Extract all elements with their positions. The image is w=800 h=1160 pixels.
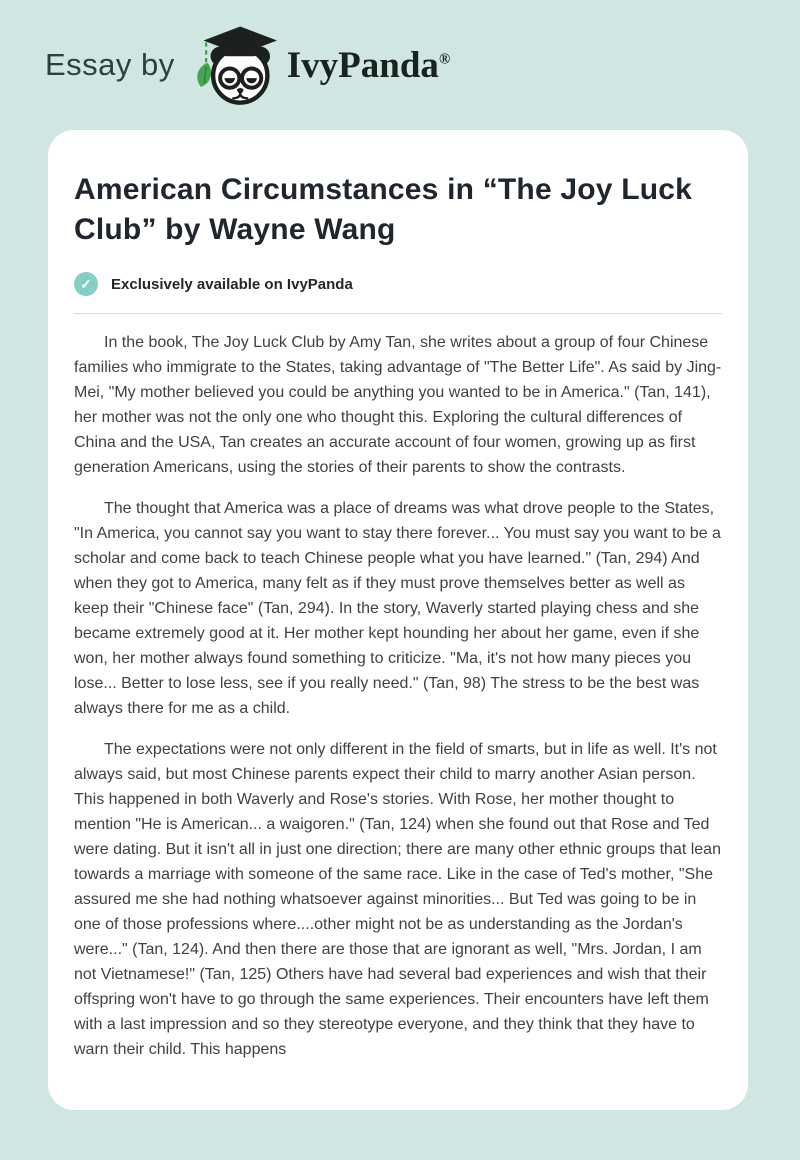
- registered-mark: ®: [438, 51, 451, 68]
- check-icon: ✓: [74, 272, 98, 296]
- divider: [74, 313, 722, 314]
- availability-badge: [74, 272, 722, 296]
- essay-title: American Circumstances in “The Joy Luck Club” by Wayne Wang: [74, 173, 693, 246]
- availability-label: Exclusively available on IvyPanda: [111, 275, 353, 293]
- header: [0, 0, 800, 130]
- essay-paragraph-1: In the book, The Joy Luck Club by Amy Tan, she writes about a group of four Chinese families who immigrate to the States, taking advantage of "The Better Life". As said by Jing-Mei, "My mother believed you could be anything you wanted to be in America." (Tan, 141), her mother was not the only one who thought this. Exploring the cultural differences of China and the USA, Tan creates an accurate account of four women, growing up as first generation Americans, using the stories of their parents to show the contrasts.: [74, 334, 722, 476]
- essay-paragraph-2: The thought that America was a place of dreams was what drove people to the States, "In America, you cannot say you want to stay there forever... You must say you want to be a scholar and come back to teach Chinese people what you have learned." (Tan, 294) And when they got to America, many felt as if they must prove themselves better as well as keep their "Chinese face" (Tan, 294). In the story, Waverly started playing chess and she became extremely good at it. Her mother kept hounding her about her game, even if she won, her mother always found something to criticize. "Ma, it's not how many pieces you lose... Better to lose less, see if you really need." (Tan, 98) The stress to be the best was always there for me as a child.: [74, 500, 721, 717]
- ivypanda-logo: [191, 23, 450, 107]
- header-prefix: Essay by: [45, 47, 175, 82]
- brand-name: [286, 44, 451, 86]
- essay-paragraph-3: The expectations were not only different in the field of smarts, but in life as well. It's not always said, but most Chinese parents expect their child to marry another Asian person. This happened in both Waverly and Rose's stories. With Rose, her mother thought to mention "He is American... a waigoren." (Tan, 124) when she found out that Rose and Ted were dating. But it isn't all in just one direction; there are many other ethnic groups that lean towards a marriage with someone of the same race. Like in the case of Ted's mother, "She assured me she had nothing whatsoever against minorities... But Ted was going to be in one of those professions where....other might not be as understanding as the Jordan's were..." (Tan, 124). And then there are those that are ignorant as well, "Mrs. Jordan, I am not Vietnamese!" (Tan, 125) Others have had several bad experiences and wish that their offspring won't have to go through the same experiences. Their encounters have left them with a last impression and so they stereotype everyone, and they think that they have to warn their child. This happens: [74, 741, 721, 1058]
- essay-body: [74, 330, 722, 1062]
- brand-text: IvyPanda: [286, 44, 439, 86]
- panda-graduate-icon: [191, 23, 279, 107]
- essay-card: [48, 130, 748, 1110]
